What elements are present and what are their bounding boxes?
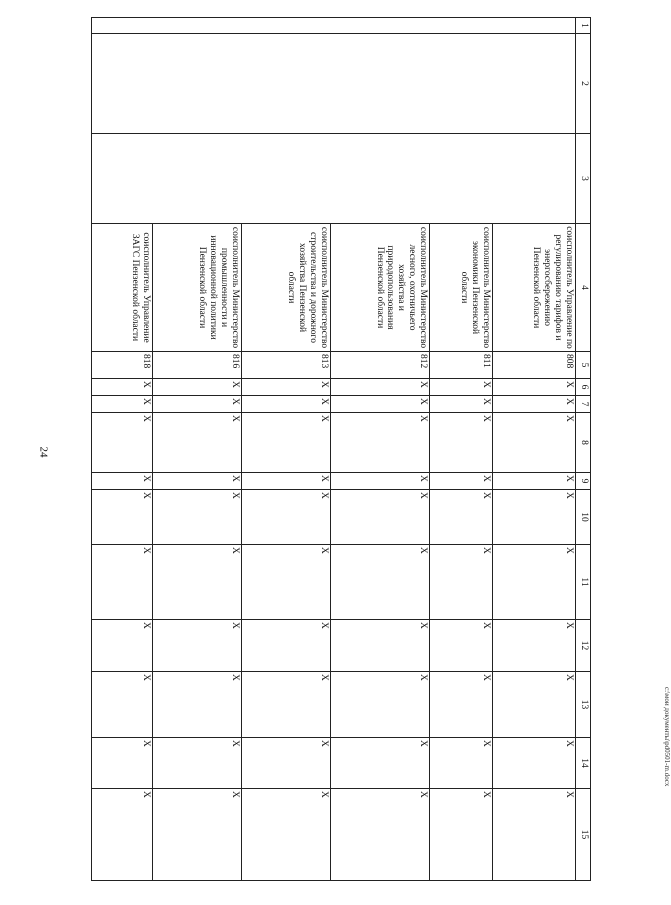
page-number: 24 bbox=[37, 446, 50, 458]
x-mark-cell: Х bbox=[92, 545, 153, 620]
x-mark-cell: Х bbox=[331, 738, 430, 789]
code-cell: 808 bbox=[492, 352, 575, 379]
column-header: 6 bbox=[576, 379, 591, 396]
x-mark-cell: Х bbox=[241, 396, 330, 413]
rotated-table-wrapper bbox=[91, 17, 591, 880]
x-mark-cell: Х bbox=[152, 396, 241, 413]
coexecutor-cell: соисполнитель Управление по регулированию тарифов и энергосбережению Пензенской области bbox=[492, 224, 575, 352]
x-mark-cell: Х bbox=[241, 490, 330, 545]
code-cell: 813 bbox=[241, 352, 330, 379]
x-mark-cell: Х bbox=[430, 789, 493, 881]
footer-file-path: c:\мои документы\pd0501-m.docx bbox=[663, 687, 671, 787]
x-mark-cell: Х bbox=[430, 738, 493, 789]
column-header: 5 bbox=[576, 352, 591, 379]
coexecutor-cell: соисполнитель Министерство строительства и дорожного хозяйства Пензенской области bbox=[241, 224, 330, 352]
x-mark-cell: Х bbox=[152, 379, 241, 396]
column-header: 10 bbox=[576, 490, 591, 545]
x-mark-cell: Х bbox=[430, 672, 493, 738]
x-mark-cell: Х bbox=[241, 473, 330, 490]
x-mark-cell: Х bbox=[492, 490, 575, 545]
x-mark-cell: Х bbox=[241, 545, 330, 620]
table-stage bbox=[91, 17, 591, 880]
column-header: 3 bbox=[576, 134, 591, 224]
x-mark-cell: Х bbox=[492, 789, 575, 881]
x-mark-cell: Х bbox=[152, 789, 241, 881]
coexecutor-cell: соисполнитель Министерство экономики Пензенской области bbox=[430, 224, 493, 352]
x-mark-cell: Х bbox=[241, 379, 330, 396]
column-header: 7 bbox=[576, 396, 591, 413]
x-mark-cell: Х bbox=[331, 545, 430, 620]
x-mark-cell: Х bbox=[331, 396, 430, 413]
x-mark-cell: Х bbox=[92, 789, 153, 881]
x-mark-cell: Х bbox=[92, 620, 153, 672]
x-mark-cell: Х bbox=[152, 672, 241, 738]
x-mark-cell: Х bbox=[241, 672, 330, 738]
x-mark-cell: Х bbox=[241, 413, 330, 473]
x-mark-cell: Х bbox=[492, 545, 575, 620]
col3-cell bbox=[92, 134, 576, 224]
x-mark-cell: Х bbox=[430, 490, 493, 545]
x-mark-cell: Х bbox=[492, 396, 575, 413]
x-mark-cell: Х bbox=[92, 738, 153, 789]
x-mark-cell: Х bbox=[241, 789, 330, 881]
x-mark-cell: Х bbox=[92, 379, 153, 396]
coexecutor-cell: соисполнитель Управление ЗАГС Пензенской области bbox=[92, 224, 153, 352]
x-mark-cell: Х bbox=[152, 473, 241, 490]
x-mark-cell: Х bbox=[492, 413, 575, 473]
x-mark-cell: Х bbox=[492, 379, 575, 396]
x-mark-cell: Х bbox=[331, 413, 430, 473]
x-mark-cell: Х bbox=[430, 473, 493, 490]
column-header: 13 bbox=[576, 672, 591, 738]
x-mark-cell: Х bbox=[92, 413, 153, 473]
x-mark-cell: Х bbox=[152, 490, 241, 545]
x-mark-cell: Х bbox=[492, 672, 575, 738]
x-mark-cell: Х bbox=[331, 620, 430, 672]
coexecutor-cell: соисполнитель Министерство лесного, охотничьего хозяйства и природопользования Пензенской области bbox=[331, 224, 430, 352]
x-mark-cell: Х bbox=[152, 620, 241, 672]
x-mark-cell: Х bbox=[430, 379, 493, 396]
x-mark-cell: Х bbox=[430, 396, 493, 413]
table-header-row bbox=[576, 18, 591, 881]
x-mark-cell: Х bbox=[331, 490, 430, 545]
code-cell: 818 bbox=[92, 352, 153, 379]
code-cell: 816 bbox=[152, 352, 241, 379]
col1-cell bbox=[92, 18, 576, 34]
column-header: 15 bbox=[576, 789, 591, 881]
x-mark-cell: Х bbox=[331, 672, 430, 738]
x-mark-cell: Х bbox=[152, 738, 241, 789]
code-cell: 812 bbox=[331, 352, 430, 379]
data-table bbox=[91, 17, 591, 881]
col2-cell bbox=[92, 34, 576, 134]
table-row bbox=[492, 18, 575, 881]
x-mark-cell: Х bbox=[331, 473, 430, 490]
x-mark-cell: Х bbox=[92, 396, 153, 413]
x-mark-cell: Х bbox=[430, 620, 493, 672]
x-mark-cell: Х bbox=[241, 738, 330, 789]
column-header: 1 bbox=[576, 18, 591, 34]
column-header: 14 bbox=[576, 738, 591, 789]
column-header: 12 bbox=[576, 620, 591, 672]
coexecutor-cell: соисполнитель Министерство промышленности и инновационной политики Пензенской области bbox=[152, 224, 241, 352]
x-mark-cell: Х bbox=[492, 473, 575, 490]
x-mark-cell: Х bbox=[241, 620, 330, 672]
column-header: 4 bbox=[576, 224, 591, 352]
x-mark-cell: Х bbox=[331, 789, 430, 881]
x-mark-cell: Х bbox=[430, 413, 493, 473]
x-mark-cell: Х bbox=[152, 545, 241, 620]
code-cell: 811 bbox=[430, 352, 493, 379]
x-mark-cell: Х bbox=[92, 672, 153, 738]
x-mark-cell: Х bbox=[152, 413, 241, 473]
column-header: 2 bbox=[576, 34, 591, 134]
x-mark-cell: Х bbox=[92, 490, 153, 545]
x-mark-cell: Х bbox=[492, 620, 575, 672]
x-mark-cell: Х bbox=[92, 473, 153, 490]
column-header: 11 bbox=[576, 545, 591, 620]
x-mark-cell: Х bbox=[331, 379, 430, 396]
column-header: 9 bbox=[576, 473, 591, 490]
x-mark-cell: Х bbox=[492, 738, 575, 789]
x-mark-cell: Х bbox=[430, 545, 493, 620]
column-header: 8 bbox=[576, 413, 591, 473]
